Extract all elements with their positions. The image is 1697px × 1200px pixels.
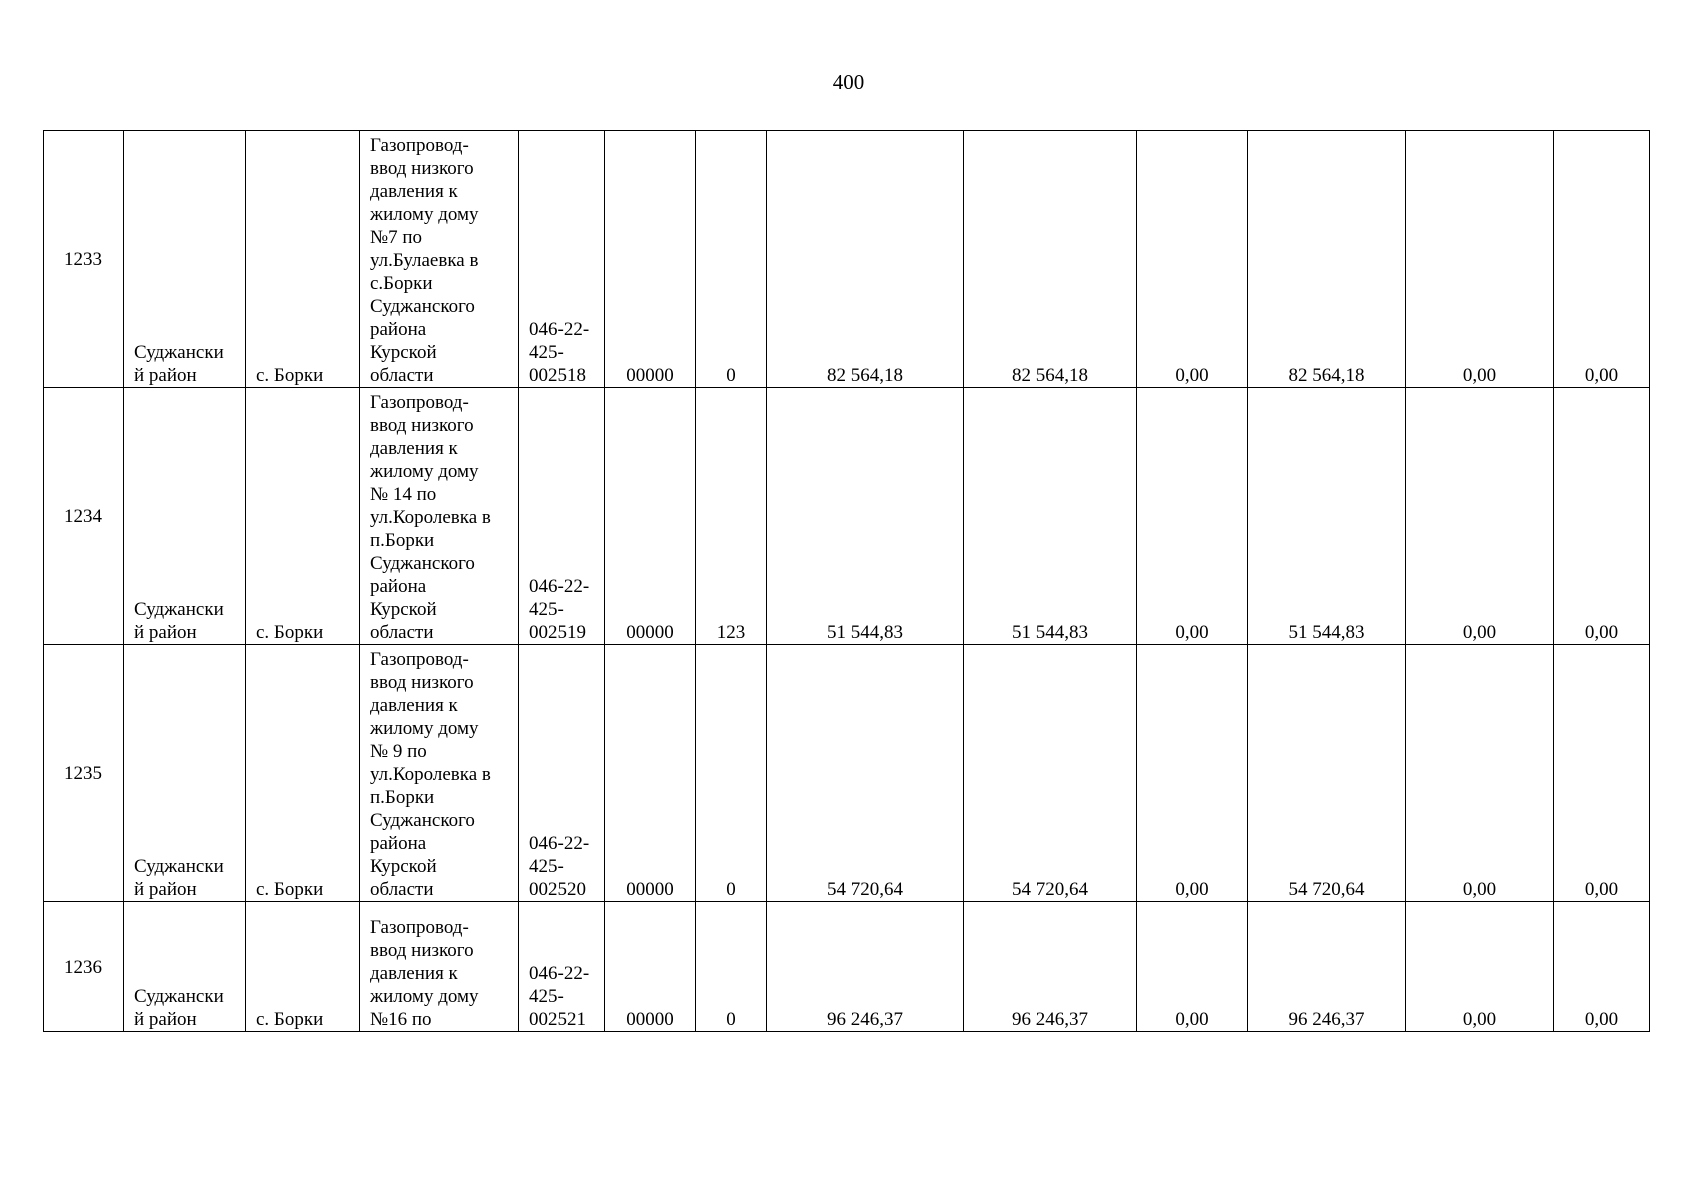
value-cell-6: 0,00 (1554, 902, 1650, 1032)
object-description: Газопровод- ввод низкого давления к жилому дому №7 по ул.Булаевка в с.Борки Суджанского района Курской области (370, 135, 479, 386)
sub-code-cell: 00000 (605, 131, 696, 388)
value-cell-6: 0,00 (1554, 131, 1650, 388)
object-description: Газопровод- ввод низкого давления к жилому дому № 14 по ул.Королевка в п.Борки Суджанского района Курской области (370, 392, 491, 643)
value-cell-2: 51 544,83 (964, 388, 1137, 645)
value-cell-6: 0,00 (1554, 645, 1650, 902)
row-number: 1236 (44, 902, 124, 1032)
table-row (44, 388, 1650, 645)
page-number: 400 (832, 70, 865, 94)
value-cell-1: 54 720,64 (767, 645, 964, 902)
value-cell-3: 0,00 (1137, 645, 1248, 902)
value-cell-1: 51 544,83 (767, 388, 964, 645)
cadastral-code-cell (519, 645, 605, 902)
sub-code-cell: 00000 (605, 388, 696, 645)
value-cell-2: 82 564,18 (964, 131, 1137, 388)
object-description-cell (360, 645, 519, 902)
row-number: 1233 (44, 131, 124, 388)
object-description: Газопровод- ввод низкого давления к жилому дому № 9 по ул.Королевка в п.Борки Суджанского района Курской области (370, 649, 491, 900)
value-cell-4: 96 246,37 (1248, 902, 1406, 1032)
object-description: Газопровод- ввод низкого давления к жилому дому №16 по (370, 917, 479, 1030)
value-cell-5: 0,00 (1406, 388, 1554, 645)
row-number: 1235 (44, 645, 124, 902)
cadastral-code: 046-22- 425- 002520 (529, 833, 590, 900)
value-cell-4: 82 564,18 (1248, 131, 1406, 388)
object-description-cell (360, 902, 519, 1032)
quantity-cell: 0 (696, 645, 767, 902)
row-number: 1234 (44, 388, 124, 645)
district-text: Суджански й район (134, 342, 224, 386)
district-cell (124, 645, 246, 902)
cadastral-code-cell (519, 902, 605, 1032)
value-cell-5: 0,00 (1406, 902, 1554, 1032)
value-cell-1: 96 246,37 (767, 902, 964, 1032)
registry-table (43, 130, 1650, 1032)
table-row (44, 131, 1650, 388)
district-text: Суджански й район (134, 986, 224, 1030)
sub-code-cell: 00000 (605, 645, 696, 902)
settlement-cell: с. Борки (246, 902, 360, 1032)
district-text: Суджански й район (134, 599, 224, 643)
district-cell (124, 131, 246, 388)
settlement-cell: с. Борки (246, 388, 360, 645)
value-cell-3: 0,00 (1137, 902, 1248, 1032)
cadastral-code: 046-22- 425- 002521 (529, 963, 590, 1030)
value-cell-4: 54 720,64 (1248, 645, 1406, 902)
district-cell (124, 902, 246, 1032)
value-cell-5: 0,00 (1406, 645, 1554, 902)
value-cell-3: 0,00 (1137, 131, 1248, 388)
quantity-cell: 0 (696, 902, 767, 1032)
settlement-cell: с. Борки (246, 131, 360, 388)
object-description-cell (360, 388, 519, 645)
district-text: Суджански й район (134, 856, 224, 900)
cadastral-code: 046-22- 425- 002519 (529, 576, 590, 643)
quantity-cell: 0 (696, 131, 767, 388)
cadastral-code-cell (519, 131, 605, 388)
value-cell-1: 82 564,18 (767, 131, 964, 388)
cadastral-code-cell (519, 388, 605, 645)
district-cell (124, 388, 246, 645)
value-cell-4: 51 544,83 (1248, 388, 1406, 645)
table-row (44, 902, 1650, 1032)
quantity-cell: 123 (696, 388, 767, 645)
value-cell-5: 0,00 (1406, 131, 1554, 388)
sub-code-cell: 00000 (605, 902, 696, 1032)
value-cell-2: 54 720,64 (964, 645, 1137, 902)
value-cell-2: 96 246,37 (964, 902, 1137, 1032)
settlement-cell: с. Борки (246, 645, 360, 902)
object-description-cell (360, 131, 519, 388)
value-cell-6: 0,00 (1554, 388, 1650, 645)
table-row (44, 645, 1650, 902)
value-cell-3: 0,00 (1137, 388, 1248, 645)
cadastral-code: 046-22- 425- 002518 (529, 319, 590, 386)
